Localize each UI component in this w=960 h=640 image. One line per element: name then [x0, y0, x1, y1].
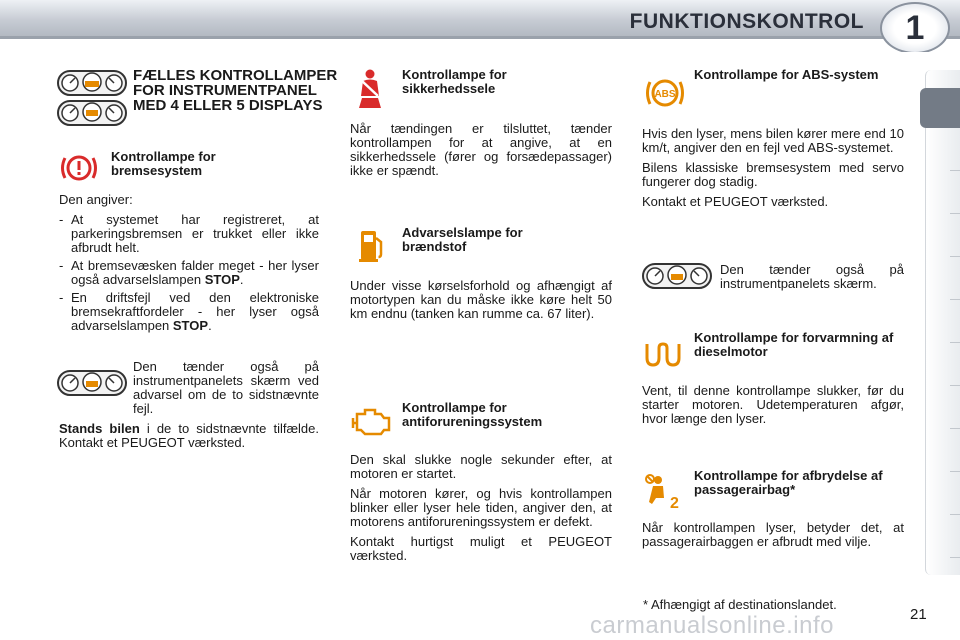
- seatbelt-heading: Kontrollampe for sikkerhedssele: [402, 67, 507, 96]
- abs-icon: [643, 74, 687, 112]
- tab-divider: [950, 256, 960, 257]
- brake-section: [59, 193, 319, 337]
- tab-divider: [950, 213, 960, 214]
- chapter-tabs[interactable]: [925, 70, 960, 575]
- list-item-text: En driftsfejl ved den elektroniske bremsekraftfordeler - her lyser også advarselslampen: [71, 290, 319, 333]
- instrument-panel-icon: [57, 368, 127, 398]
- page-title: FUNKTIONSKONTROL: [629, 10, 864, 33]
- abs-heading: Kontrollampe for ABS-system: [694, 67, 879, 82]
- instrument-panel-icon: [642, 261, 712, 291]
- header-line: [0, 36, 960, 39]
- svg-text:ABS: ABS: [654, 89, 676, 100]
- list-item-text: At bremsevæsken falder meget - her lyser også advarselslampen: [71, 258, 319, 287]
- tab-divider: [950, 299, 960, 300]
- svg-text:2: 2: [670, 495, 679, 510]
- list-item: [59, 259, 319, 287]
- brake-list: [59, 213, 319, 333]
- list-item: [59, 291, 319, 333]
- emission-p1: Den skal slukke nogle sekunder efter, at motoren er startet.: [350, 452, 612, 481]
- fuel-heading: Advarselslampe for brændstof: [402, 225, 523, 254]
- list-item: [59, 213, 319, 255]
- emission-p2: Når motoren kører, og hvis kontrollampen blinker eller lyser hele tiden, angiver den, at motorens antiforureningssystem er defekt.: [350, 486, 612, 529]
- emission-heading: Kontrollampe for antiforureningssystem: [402, 400, 543, 429]
- brake-heading: Kontrollampe for bremsesystem: [111, 149, 216, 178]
- brake-stop-note: [59, 422, 319, 450]
- emission-p3: Kontakt hurtigst muligt et PEUGEOT værksted.: [350, 534, 612, 563]
- main-heading: FÆLLES KONTROLLAMPER FOR INSTRUMENTPANEL MED 4 ELLER 5 DISPLAYS: [133, 67, 338, 114]
- abs-panel-text: Den tænder også på instrumentpanelets skærm.: [720, 262, 904, 291]
- tab-divider: [950, 385, 960, 386]
- abs-section: [642, 127, 904, 215]
- airbag-off-icon: [644, 472, 688, 510]
- abs-p2: Bilens klassiske bremsesystem med servo fungerer dog stadig.: [642, 160, 904, 189]
- fuel-text: Under visse kørselsforhold og afhængigt af motortypen kan du måske ikke køre helt 50 km endnu (tanken kan rumme ca. 67 liter).: [350, 278, 612, 321]
- fuel-icon: [357, 228, 387, 264]
- list-item-text: At systemet har registreret, at parkeringsbremsen er trukket eller ikke afbrudt helt.: [71, 212, 319, 255]
- list-item-punct: .: [239, 272, 244, 287]
- page-number: 21: [910, 606, 927, 623]
- stop-car-label: Stands bilen: [59, 421, 140, 436]
- tab-divider: [950, 428, 960, 429]
- stop-label: STOP: [172, 318, 209, 333]
- list-item-punct: .: [208, 318, 212, 333]
- stop-label: STOP: [204, 272, 240, 287]
- tab-divider: [950, 514, 960, 515]
- footnote: * Afhængigt af destinationslandet.: [643, 597, 837, 612]
- airbag-heading: Kontrollampe for afbrydelse af passagerairbag*: [694, 468, 883, 497]
- active-chapter-tab[interactable]: [920, 88, 960, 128]
- stop-car-text: i de to sidstnævnte tilfælde. Kontakt et PEUGEOT værksted.: [59, 421, 319, 450]
- brake-panel-text: Den tænder også på instrumentpanelets skærm ved advarsel om de to sidstnævnte fejl.: [133, 359, 319, 416]
- abs-p3: Kontakt et PEUGEOT værksted.: [642, 194, 829, 209]
- watermark: carmanualsonline.info: [590, 612, 834, 639]
- chapter-badge: 1: [880, 2, 950, 52]
- tab-divider: [950, 557, 960, 558]
- abs-p1: Hvis den lyser, mens bilen kører mere end 10 km/t, angiver den en fejl ved ABS-systemet.: [642, 126, 904, 155]
- airbag-text: Når kontrollampen lyser, betyder det, at passagerairbaggen er afbrudt med vilje.: [642, 520, 904, 549]
- brake-intro: Den angiver:: [59, 192, 133, 207]
- emission-section: [350, 453, 612, 569]
- seatbelt-text: Når tændingen er tilsluttet, tænder kontrollampen for at angive, at en sikkerhedssele (fører og forsædepassager) ikke er spændt.: [350, 121, 612, 178]
- tab-divider: [950, 170, 960, 171]
- engine-emission-icon: [351, 404, 393, 440]
- tab-divider: [950, 342, 960, 343]
- page-header: [0, 0, 960, 52]
- tab-divider: [950, 471, 960, 472]
- preheat-heading: Kontrollampe for forvarmning af dieselmotor: [694, 330, 894, 359]
- preheat-coil-icon: [643, 340, 687, 368]
- instrument-panel-icon: [57, 68, 127, 128]
- seatbelt-icon: [353, 68, 387, 110]
- preheat-text: Vent, til denne kontrollampe slukker, før du starter motoren. Udetemperaturen afgør, hvor længe den lyser.: [642, 383, 904, 426]
- brake-warning-icon: [58, 150, 100, 186]
